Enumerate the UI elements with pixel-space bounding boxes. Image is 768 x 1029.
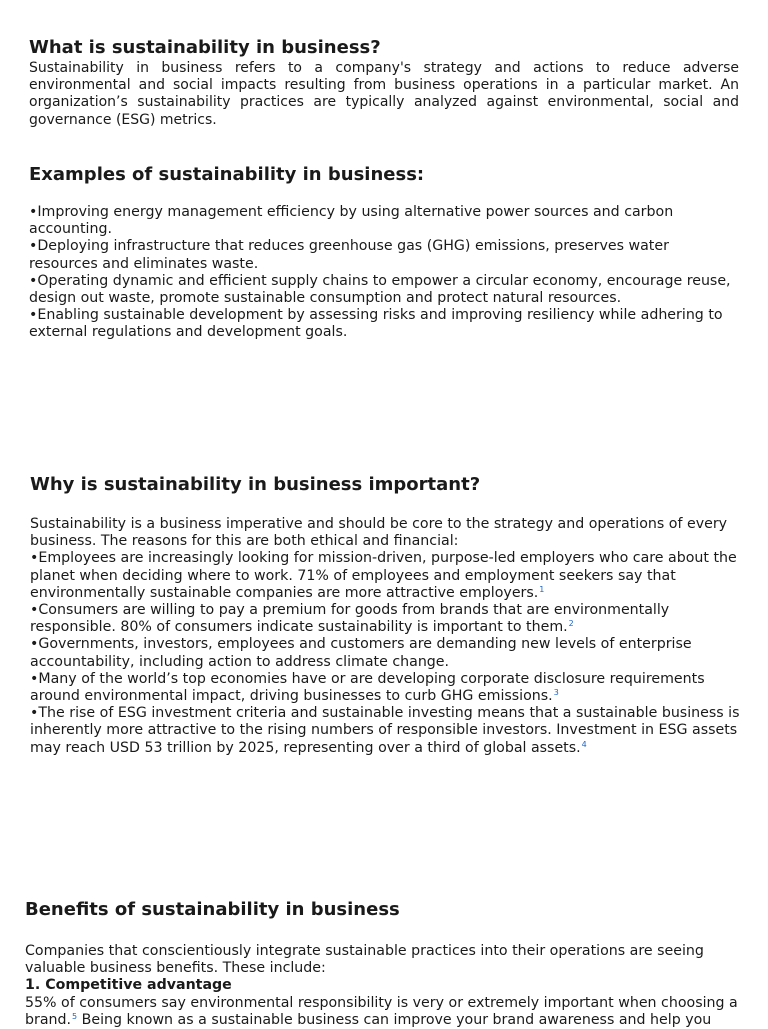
benefit-body-text: 55% of consumers say environmental responsibility is very or extremely important when choosing a brand. — [25, 994, 738, 1028]
examples-list — [29, 204, 741, 342]
list-item-text: •Employees are increasingly looking for mission-driven, purpose-led employers who care about the planet when deciding where to work. 71% of employees and employment seekers say that environmentally sustainable companies are more attractive employers. — [30, 550, 737, 601]
list-item — [30, 602, 742, 636]
list-item: •Operating dynamic and efficient supply chains to empower a circular economy, encourage reuse, design out waste, promote sustainable consumption and protect natural resources. — [29, 272, 731, 307]
section-intro: Companies that conscientiously integrate sustainable practices into their operations are seeing valuable business benefits. These include: — [25, 943, 704, 977]
list-item-text: •Consumers are willing to pay a premium for goods from brands that are environmentally responsible. 80% of consumers indicate sustainability is important to them. — [30, 602, 670, 636]
section-heading: Examples of sustainability in business: — [29, 164, 425, 185]
section-body: Sustainability in business refers to a company's strategy and actions to reduce adverse environmental and social impacts resulting from business operations in a particular market. An organization’s sustainability practices are typically analyzed against environmental, social and governance (ESG) metrics. — [29, 60, 739, 128]
section-examples — [29, 164, 741, 342]
section-intro: Sustainability is a business imperative and should be core to the strategy and operations of every business. The reasons for this are both ethical and financial: — [30, 516, 728, 550]
section-heading: Benefits of sustainability in business — [25, 899, 400, 920]
list-item — [30, 636, 742, 670]
list-item — [30, 550, 742, 602]
footnote-link[interactable]: 5 — [72, 1011, 78, 1021]
reasons-list — [30, 550, 742, 756]
list-item-text: •The rise of ESG investment criteria and sustainable investing means that a sustainable business is inherently more attractive to the rising numbers of responsible investors. Investment in ESG assets may reach USD 53 trillion by 2025, representing over a third of global assets. — [30, 705, 740, 756]
benefit-subheading: 1. Competitive advantage — [25, 977, 232, 994]
footnote-link[interactable]: 2 — [568, 619, 574, 629]
footnote-link[interactable]: 4 — [581, 739, 587, 749]
benefit-body-text-cont: Being known as a sustainable business can improve your brand awareness and help you — [77, 1011, 712, 1028]
list-item-text: •Many of the world’s top economies have or are developing corporate disclosure requirements around environmental impact, driving businesses to curb GHG emissions. — [30, 670, 705, 705]
list-item: •Improving energy management efficiency by using alternative power sources and carbon accounting. — [29, 204, 674, 238]
list-item-text: •Governments, investors, employees and customers are demanding new levels of enterprise accountability, including action to address climate change. — [30, 636, 692, 670]
section-heading: What is sustainability in business? — [29, 37, 381, 58]
list-item: •Enabling sustainable development by assessing risks and improving resiliency while adhering to external regulations and development goals. — [29, 307, 723, 341]
list-item: •Deploying infrastructure that reduces greenhouse gas (GHG) emissions, preserves water resources and eliminates waste. — [29, 238, 669, 272]
footnote-link[interactable]: 1 — [539, 584, 545, 594]
section-benefits — [25, 899, 741, 1029]
section-why-important — [30, 474, 742, 757]
list-item — [30, 705, 742, 757]
footnote-link[interactable]: 3 — [553, 688, 559, 698]
section-what-is-sustainability — [29, 37, 739, 129]
section-heading: Why is sustainability in business important? — [30, 474, 481, 495]
list-item — [30, 671, 742, 705]
